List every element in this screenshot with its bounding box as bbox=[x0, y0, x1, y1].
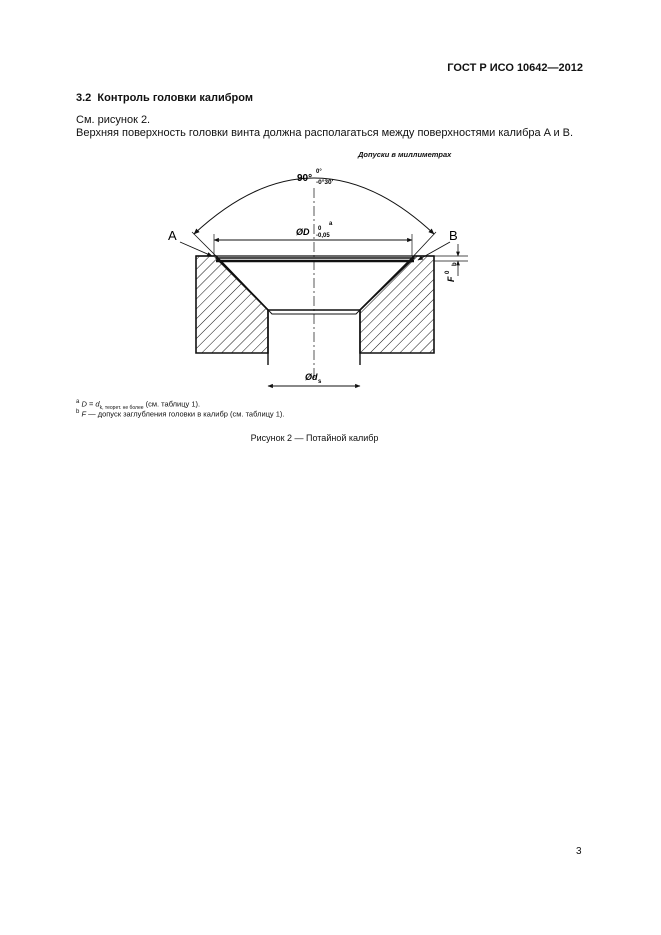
footnote-a-text: (см. таблицу 1). bbox=[143, 399, 201, 409]
angle-value: 90° bbox=[297, 173, 313, 184]
paragraph-requirement: Верхняя поверхность головки винта должна располагаться между поверхностями калибра A и B. bbox=[76, 127, 574, 139]
dimension-D-upper-deviation: 0 bbox=[318, 226, 322, 232]
dimension-F-label: F bbox=[446, 276, 456, 282]
dimension-ds-label: Ød bbox=[305, 372, 318, 382]
dimension-F-text-group bbox=[445, 262, 458, 282]
dimension-F-note-mark: b bbox=[452, 262, 458, 266]
angle-upper-deviation: 0° bbox=[316, 169, 322, 175]
footnote-a-var2: d bbox=[95, 399, 100, 409]
footnote-b bbox=[76, 408, 285, 419]
paragraph-reference: См. рисунок 2. bbox=[76, 114, 151, 126]
label-a: A bbox=[168, 228, 177, 243]
dimension-ds-subscript: s bbox=[318, 379, 322, 385]
section-title: Контроль головки калибром bbox=[97, 92, 253, 104]
leader-a bbox=[180, 242, 212, 256]
dimension-D-note-mark: a bbox=[329, 221, 333, 227]
page-number: 3 bbox=[576, 846, 582, 857]
angle-lower-deviation: -0°30' bbox=[316, 179, 334, 186]
tolerance-note: Допуски в миллиметрах bbox=[358, 150, 452, 159]
footnote-a-var: D bbox=[81, 399, 87, 409]
figure-caption: Рисунок 2 — Потайной калибр bbox=[250, 433, 379, 443]
label-b: B bbox=[449, 228, 458, 243]
footnote-b-mark: b bbox=[76, 409, 80, 415]
gauge-body-right bbox=[360, 256, 434, 353]
footnote-a-mark: a bbox=[76, 399, 80, 405]
gauge-body-left bbox=[196, 256, 268, 353]
section-number: 3.2 bbox=[76, 92, 92, 104]
dimension-D-label: ØD bbox=[296, 227, 310, 237]
footnote-a-eq: = bbox=[86, 399, 96, 409]
document-header: ГОСТ Р ИСО 10642—2012 bbox=[447, 62, 583, 74]
footnote-b-text: — допуск заглубления головки в калибр (см. таблицу 1). bbox=[86, 409, 285, 419]
footnote-a-subscript: k, теорет. не более bbox=[99, 405, 144, 411]
footnote-b-var: F bbox=[81, 409, 87, 419]
dimension-D-lower-deviation: -0,05 bbox=[316, 233, 330, 239]
dimension-F-zero: 0 bbox=[445, 270, 451, 274]
